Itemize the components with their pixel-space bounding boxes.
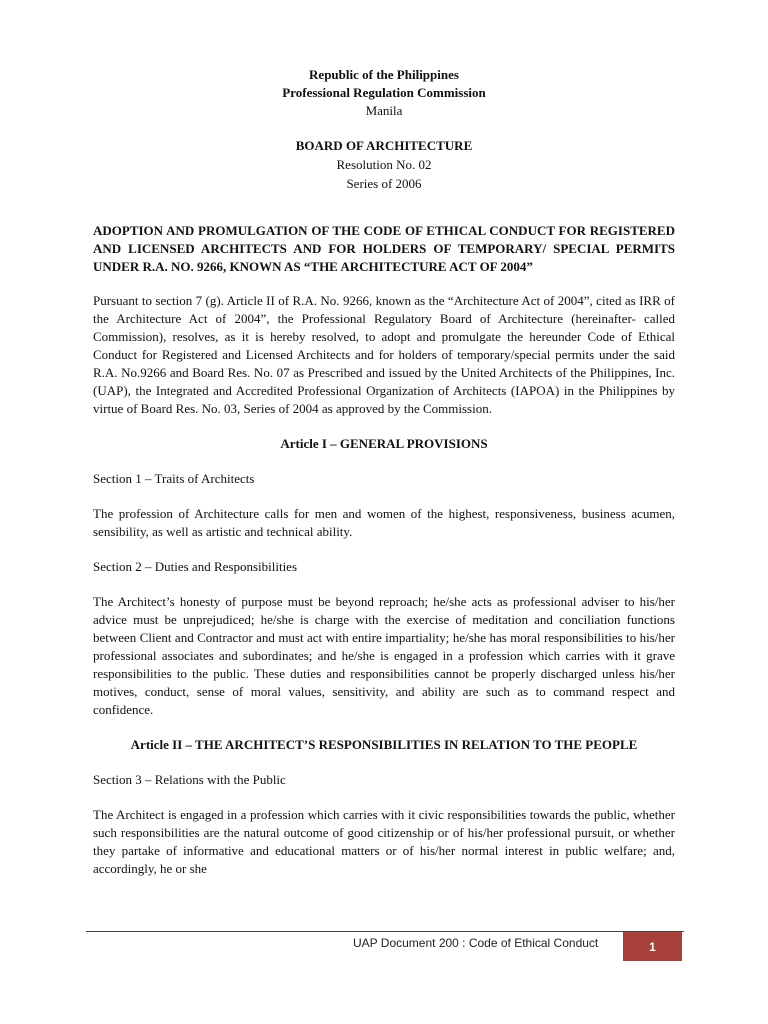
- section-1-body: The profession of Architecture calls for men and women of the highest, responsiveness, business acumen, sensibility, as well as artistic and technical ability.: [93, 506, 675, 539]
- board-name: BOARD OF ARCHITECTURE: [295, 138, 473, 153]
- resolution-series: Series of 2006: [346, 176, 422, 191]
- article-2-heading: Article II – THE ARCHITECT’S RESPONSIBILITIES IN RELATION TO THE PEOPLE: [130, 737, 638, 752]
- board-block: [93, 136, 675, 193]
- section-3-body: The Architect is engaged in a profession which carries with it civic responsibilities towards the public, whether such responsibilities are the natural outcome of good citizenship or of his/her professional pursuit, or whether they partake of informative and educational matters or of his/her normal interest in public welfare; and, accordingly, he or she: [93, 807, 675, 876]
- country-line: Republic of the Philippines: [309, 67, 459, 82]
- page-number-badge: 1: [623, 932, 682, 961]
- section-1-heading: Section 1 – Traits of Architects: [93, 471, 255, 486]
- document-title: ADOPTION AND PROMULGATION OF THE CODE OF ETHICAL CONDUCT FOR REGISTERED AND LICENSED ARCHITECTS AND FOR HOLDERS OF TEMPORARY/ SPECIAL PERMITS UNDER R.A. NO. 9266, KNOWN AS “THE ARCHITECTURE ACT OF 2004”: [93, 223, 675, 274]
- agency-line: Professional Regulation Commission: [282, 85, 486, 100]
- resolution-number: Resolution No. 02: [336, 157, 432, 172]
- document-body: [93, 222, 675, 895]
- section-2-body: The Architect’s honesty of purpose must be beyond reproach; he/she acts as professional adviser to his/her advice must be unprejudiced; he/she is charge with the exercise of meditation and conciliation functions between Client and Contractor and must act with entire impartiality; he/she has moral responsibilities to his/her professional associates and subordinates; and he/she is engaged in a profession which carries with it grave responsibilities to the public. These duties and responsibilities cannot be properly discharged unless his/her motives, conduct, sense of moral values, sensitivity, and ability are such as to command respect and confidence.: [93, 594, 675, 717]
- article-1-heading: Article I – GENERAL PROVISIONS: [280, 436, 488, 451]
- section-2-heading: Section 2 – Duties and Responsibilities: [93, 559, 298, 574]
- city-line: Manila: [365, 103, 403, 118]
- footer-divider: [86, 931, 684, 932]
- footer-document-label: UAP Document 200 : Code of Ethical Conduct: [353, 936, 599, 950]
- letterhead: [93, 66, 675, 120]
- preamble-paragraph: Pursuant to section 7 (g). Article II of R.A. No. 9266, known as the “Architecture Act of 2004”, cited as IRR of the Architecture Act of 2004”, the Professional Regulatory Board of Architecture (hereinafter- called Commission), resolves, as it is hereby resolved, to adopt and promulgate the hereunder Code of Ethical Conduct for Registered and Licensed Architects and for holders of temporary/special permits under the said R.A. No.9266 and Board Res. No. 07 as Prescribed and issued by the United Architects of the Philippines, Inc. (UAP), the Integrated and Accredited Professional Organization of Architects (IAPOA) in the Philippines by virtue of Board Res. No. 03, Series of 2004 as approved by the Commission.: [93, 293, 675, 416]
- section-3-heading: Section 3 – Relations with the Public: [93, 772, 286, 787]
